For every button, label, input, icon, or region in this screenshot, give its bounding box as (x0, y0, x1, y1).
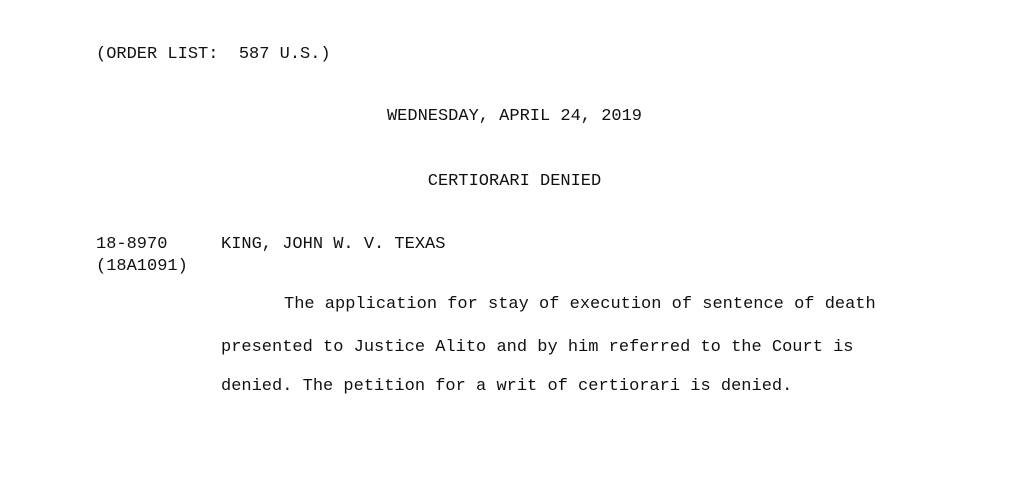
case-name: KING, JOHN W. V. TEXAS (221, 235, 446, 254)
order-list-heading: (ORDER LIST: 587 U.S.) (96, 45, 331, 64)
docket-number: 18-8970 (96, 235, 168, 254)
application-number: (18A1091) (96, 257, 188, 276)
order-text-line: presented to Justice Alito and by him referred to the Court is (221, 338, 854, 357)
order-date: WEDNESDAY, APRIL 24, 2019 (386, 107, 643, 126)
section-title: CERTIORARI DENIED (427, 172, 602, 191)
order-text-line: denied. The petition for a writ of certiorari is denied. (221, 377, 793, 396)
order-text-line: The application for stay of execution of sentence of death (284, 295, 876, 314)
